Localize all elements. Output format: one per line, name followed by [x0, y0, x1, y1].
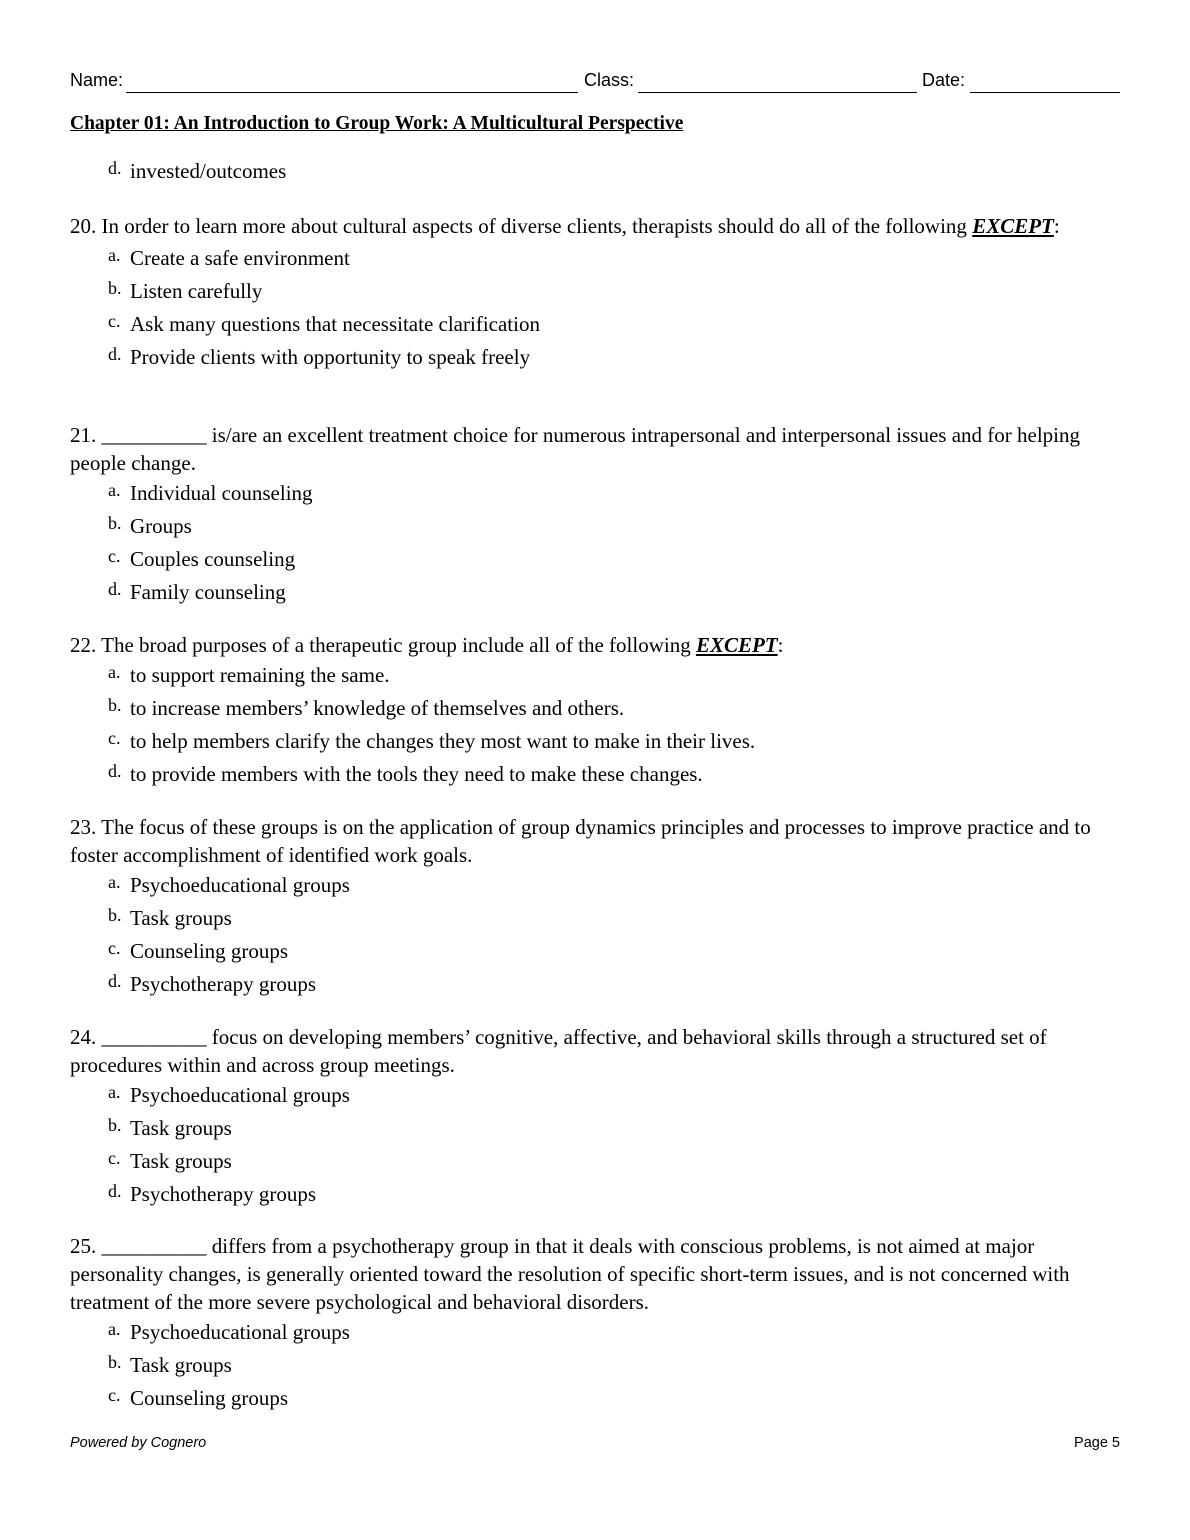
stem-suffix: : — [1053, 214, 1060, 238]
option-text: to increase members’ knowledge of themselves and others. — [130, 696, 625, 720]
option-a[interactable] — [70, 661, 1122, 694]
option-text: Family counseling — [130, 580, 286, 604]
option-b[interactable] — [70, 904, 1122, 937]
option-letter: a. — [108, 662, 121, 682]
option-c[interactable] — [70, 1147, 1122, 1180]
stem-text: __________ is/are an excellent treatment choice for numerous intrapersonal and interpersonal issues and for helping people change. — [70, 423, 1081, 475]
option-text: Provide clients with opportunity to speak freely — [130, 345, 531, 369]
question-number: 24. — [70, 1025, 97, 1049]
option-b[interactable] — [70, 512, 1122, 545]
option-text: Ask many questions that necessitate clarification — [130, 312, 540, 336]
option-text: Psychoeducational groups — [130, 873, 350, 897]
question-20 — [70, 212, 1122, 376]
option-text: Task groups — [130, 1149, 232, 1173]
option-text: Individual counseling — [130, 481, 313, 505]
option-letter: a. — [108, 1082, 121, 1102]
option-letter: d. — [108, 761, 122, 781]
option-text: to provide members with the tools they need to make these changes. — [130, 762, 703, 786]
option-text: Counseling groups — [130, 1386, 289, 1410]
question-number: 20. — [70, 214, 97, 238]
chapter-title: Chapter 01: An Introduction to Group Work: A Multicultural Perspective — [70, 113, 684, 134]
stem-text: __________ focus on developing members’ cognitive, affective, and behavioral skills through a structured set of procedures within and across group meetings. — [70, 1025, 1047, 1077]
stem-text: In order to learn more about cultural aspects of diverse clients, therapists should do all of the following — [101, 214, 967, 238]
option-text: Psychotherapy groups — [130, 972, 317, 996]
option-letter: c. — [108, 938, 121, 958]
option-c[interactable] — [70, 937, 1122, 970]
option-letter: c. — [108, 728, 121, 748]
option-letter: a. — [108, 872, 121, 892]
option-letter: a. — [108, 245, 121, 265]
option-letter: b. — [108, 513, 122, 533]
question-stem — [70, 1232, 1122, 1316]
option-letter: b. — [108, 695, 122, 715]
name-field — [70, 68, 123, 92]
option-text: Psychoeducational groups — [130, 1320, 350, 1344]
question-number: 23. — [70, 815, 97, 839]
option-d[interactable] — [70, 343, 1122, 376]
option-letter: d. — [108, 158, 122, 178]
option-letter: d. — [108, 971, 122, 991]
stem-suffix: : — [777, 633, 784, 657]
date-label: Date: — [922, 70, 966, 90]
option-letter: d. — [108, 344, 122, 364]
option-letter: a. — [108, 1319, 121, 1339]
stem-text: The focus of these groups is on the application of group dynamics principles and processes to improve practice and to foster accomplishment of identified work goals. — [70, 815, 1091, 867]
option-letter: c. — [108, 1148, 121, 1168]
option-c[interactable] — [70, 545, 1122, 578]
option-text: Create a safe environment — [130, 246, 350, 270]
option — [70, 157, 1122, 185]
option-letter: c. — [108, 311, 121, 331]
option-letter: c. — [108, 546, 121, 566]
option-letter: d. — [108, 1181, 122, 1201]
option-text: to help members clarify the changes they most want to make in their lives. — [130, 729, 756, 753]
option-d[interactable] — [70, 760, 1122, 793]
question-stem — [70, 212, 1122, 240]
option-d[interactable] — [70, 1180, 1122, 1213]
option-text: Counseling groups — [130, 939, 289, 963]
option-text: Task groups — [130, 1353, 232, 1377]
option-text: Groups — [130, 514, 192, 538]
question-21 — [70, 421, 1122, 611]
except-emphasis: EXCEPT — [695, 633, 778, 657]
option-a[interactable] — [70, 479, 1122, 512]
option-b[interactable] — [70, 1351, 1122, 1384]
option-b[interactable] — [70, 277, 1122, 310]
option-letter: d. — [108, 579, 122, 599]
question-number: 25. — [70, 1234, 97, 1258]
except-emphasis: EXCEPT — [972, 214, 1054, 238]
option-text: Psychotherapy groups — [130, 1182, 317, 1206]
powered-by: Powered by Cognero — [70, 1435, 207, 1451]
option-text: to support remaining the same. — [130, 663, 390, 687]
option-text: Task groups — [130, 906, 232, 930]
option-letter: c. — [108, 1385, 121, 1405]
class-field — [584, 68, 634, 92]
option-d[interactable] — [70, 970, 1122, 1003]
option-text: Task groups — [130, 1116, 232, 1140]
option-text: Couples counseling — [130, 547, 296, 571]
option-a[interactable] — [70, 871, 1122, 904]
question-23 — [70, 813, 1122, 1003]
option-c[interactable] — [70, 1384, 1122, 1417]
option-c[interactable] — [70, 310, 1122, 343]
stem-text: __________ differs from a psychotherapy group in that it deals with conscious problems, is not aimed at major personality changes, is generally oriented toward the resolution of specific short-term issues, and is not concerned with treatment of the more severe psychological and behavioral disorders. — [70, 1234, 1070, 1314]
stem-text: The broad purposes of a therapeutic group include all of the following — [101, 633, 691, 657]
option-text: Listen carefully — [130, 279, 263, 303]
class-label: Class: — [584, 70, 635, 90]
option-a[interactable] — [70, 1081, 1122, 1114]
option-d[interactable] — [70, 578, 1122, 611]
question-stem — [70, 421, 1122, 477]
option-letter: b. — [108, 1352, 122, 1372]
question-stem — [70, 1023, 1122, 1079]
question-24 — [70, 1023, 1122, 1213]
option-a[interactable] — [70, 244, 1122, 277]
option-a[interactable] — [70, 1318, 1122, 1351]
question-stem — [70, 813, 1122, 869]
carryover-option — [70, 157, 1122, 185]
question-number: 21. — [70, 423, 97, 447]
question-25 — [70, 1232, 1122, 1417]
option-text: invested/outcomes — [130, 159, 287, 183]
question-stem — [70, 631, 1122, 659]
option-b[interactable] — [70, 1114, 1122, 1147]
option-letter: a. — [108, 480, 121, 500]
question-number: 22. — [70, 633, 97, 657]
option-b[interactable] — [70, 694, 1122, 727]
option-letter: b. — [108, 1115, 122, 1135]
page-number: Page 5 — [1074, 1435, 1120, 1451]
date-field — [922, 68, 965, 92]
option-c[interactable] — [70, 727, 1122, 760]
option-letter: b. — [108, 905, 122, 925]
option-text: Psychoeducational groups — [130, 1083, 350, 1107]
question-22 — [70, 631, 1122, 793]
name-label: Name: — [70, 70, 124, 90]
option-letter: b. — [108, 278, 122, 298]
